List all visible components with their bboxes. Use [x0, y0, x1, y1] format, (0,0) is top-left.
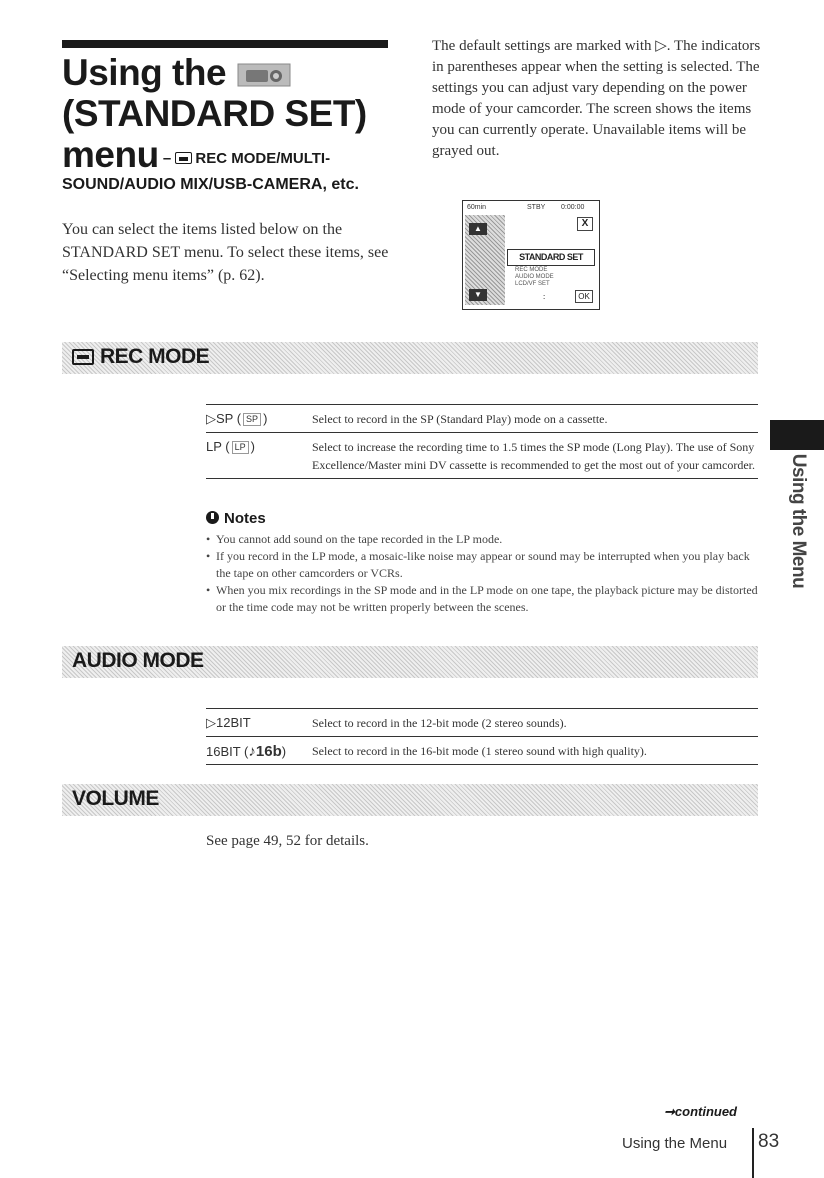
table-row: [206, 708, 758, 736]
lp-indicator-icon: LP: [232, 441, 249, 454]
section-heading-rec-mode: [62, 342, 758, 374]
setting-12bit: ▷12BIT: [206, 715, 251, 730]
standard-set-menu-icon: [236, 62, 292, 88]
close-icon: X: [577, 217, 593, 231]
setting-lp: LP ( LP ): [206, 439, 255, 454]
setting-description: Select to increase the recording time to 1.5 times the SP mode (Long Play). The use of Sony Excellence/Master mini DV cassette is recommended to get the most out of your camcorder.: [312, 440, 755, 472]
title-line4: SOUND/AUDIO MIX/USB-CAMERA, etc.: [62, 176, 359, 193]
footer-section-label: Using the Menu: [622, 1135, 728, 1152]
setting-description: Select to record in the 16-bit mode (1 stereo sound with high quality).: [312, 744, 647, 758]
footer-divider: [752, 1128, 754, 1178]
table-row: [206, 432, 758, 479]
intro-text: You can select the items listed below on the STANDARD SET menu. To select these items, see “Selecting menu items” (p. 62).: [62, 221, 389, 284]
notes-icon: [206, 511, 219, 524]
lcd-menu-items: [515, 267, 554, 288]
title-menu-word: menu: [62, 134, 159, 175]
note-item: • You cannot add sound on the tape recorded in the LP mode.: [206, 531, 758, 548]
title-rule: [62, 40, 388, 48]
title-line2: (STANDARD SET): [62, 93, 367, 134]
chapter-tab-marker: [770, 420, 824, 450]
lcd-item: REC MODE: [515, 267, 548, 273]
lcd-item: AUDIO MODE: [515, 274, 554, 280]
lcd-item: LCD/VF SET: [515, 281, 550, 287]
title-line1: Using the: [62, 52, 227, 93]
ok-icon: OK: [575, 290, 593, 303]
continued-indicator: ➞continued: [664, 1104, 737, 1119]
lcd-screen-illustration: [462, 200, 600, 310]
table-row: [206, 404, 758, 432]
title-suffix: REC MODE/MULTI-: [195, 150, 331, 167]
section-heading-audio-mode: [62, 646, 758, 678]
section-heading-volume: [62, 784, 758, 816]
chapter-tab-label: Using the Menu: [788, 453, 809, 589]
rec-mode-heading: REC MODE: [100, 345, 210, 368]
title-dash: –: [158, 150, 176, 167]
defaults-explanation: The default settings are marked with ▷. The indicators in parentheses appear when the setting is selected. The settings you can adjust vary depending on the power mode of your camcorder. The screen shows the items you can currently operate. Unavailable items will be grayed out.: [432, 38, 761, 159]
scroll-up-icon: ▲: [469, 223, 487, 235]
standby-indicator: STBY: [527, 204, 546, 211]
16bit-indicator-icon: ♪16b: [248, 743, 282, 760]
notes-box: [206, 510, 758, 616]
volume-reference: See page 49, 52 for details.: [206, 833, 369, 849]
page-title: [62, 52, 402, 179]
setting-description: Select to record in the SP (Standard Play) mode on a cassette.: [312, 412, 608, 426]
lcd-more-dots: :: [543, 292, 546, 301]
scroll-down-icon: ▼: [469, 289, 487, 301]
audio-mode-table: [206, 708, 758, 765]
notes-heading: Notes: [224, 510, 266, 527]
rec-mode-table: [206, 404, 758, 479]
note-item: • When you mix recordings in the SP mode and in the LP mode on one tape, the playback picture may be distorted or the time code may not be written properly between the scenes.: [206, 582, 758, 616]
time-code: 0:00:00: [561, 204, 585, 211]
lcd-menu-heading: STANDARD SET: [507, 249, 595, 266]
battery-remaining: 60min: [467, 204, 487, 211]
setting-sp: ▷SP ( SP ): [206, 411, 268, 426]
table-row: [206, 736, 758, 765]
volume-heading: VOLUME: [72, 787, 159, 810]
rec-mode-tape-icon: [72, 349, 94, 365]
chapter-tab: [786, 450, 810, 590]
audio-mode-heading: AUDIO MODE: [72, 649, 204, 672]
sp-indicator-icon: SP: [243, 413, 261, 426]
note-item: • If you record in the LP mode, a mosaic-like noise may appear or sound may be interrupted when you play back the tape on other camcorders or VCRs.: [206, 548, 758, 582]
page-number: 83: [758, 1131, 780, 1152]
rec-mode-icon: [175, 152, 192, 164]
setting-16bit: 16BIT (♪16b): [206, 743, 287, 760]
lcd-status-bar: [465, 203, 597, 215]
setting-description: Select to record in the 12-bit mode (2 stereo sounds).: [312, 716, 567, 730]
